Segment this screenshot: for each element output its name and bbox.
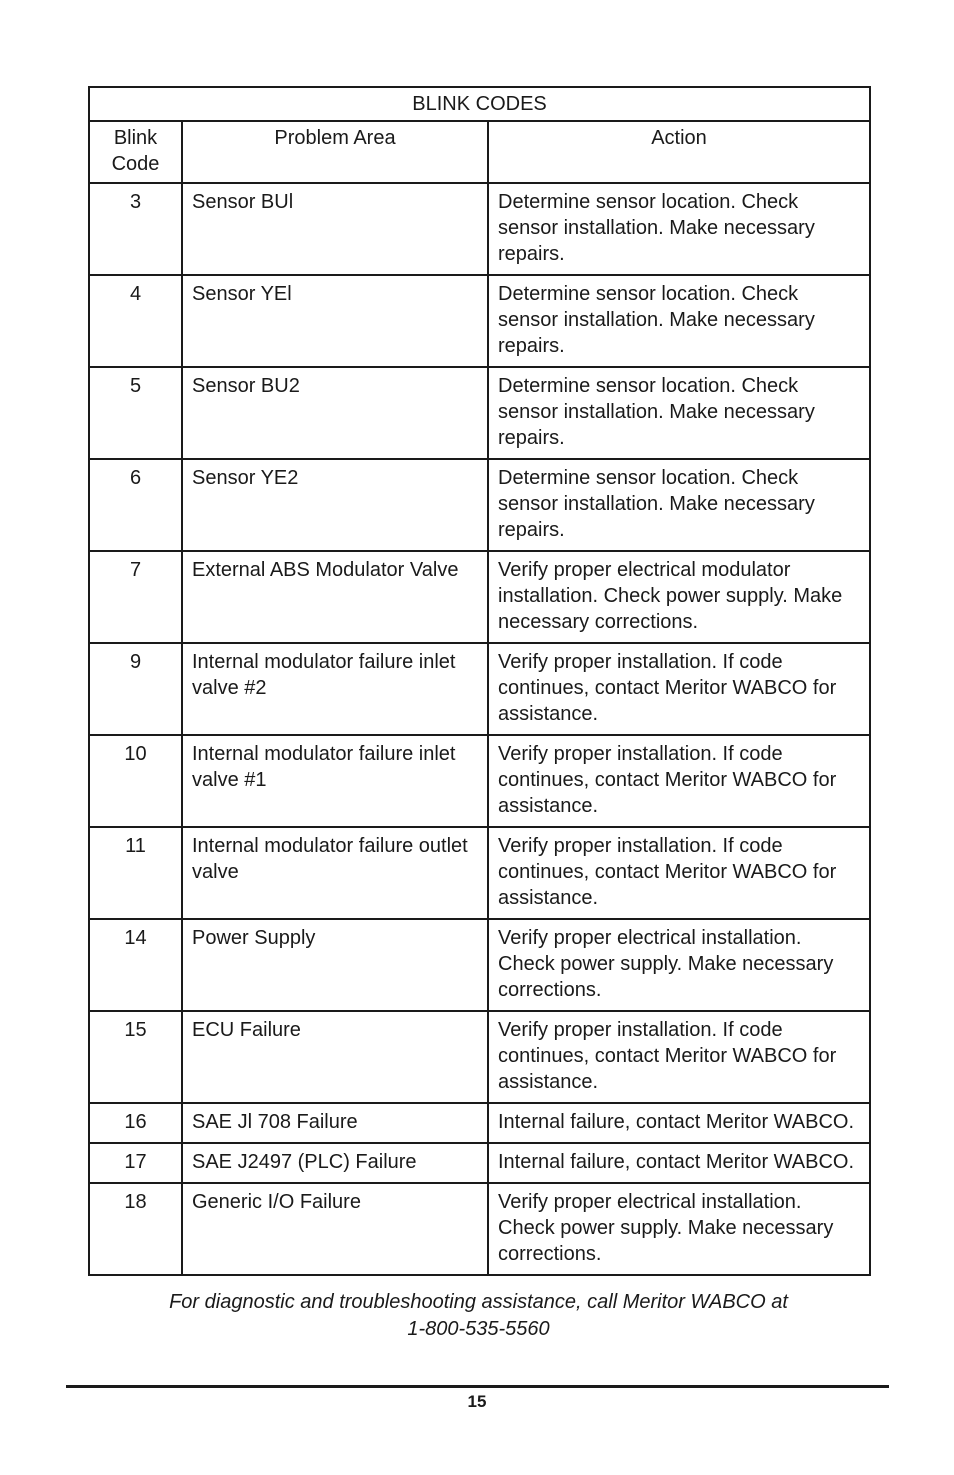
blink-code-cell: 11 bbox=[89, 827, 182, 919]
action-cell: Verify proper electrical installation. Check power supply. Make necessary corrections. bbox=[488, 1183, 870, 1275]
action-cell: Verify proper installation. If code continues, contact Meritor WABCO for assistance. bbox=[488, 735, 870, 827]
table-row bbox=[89, 919, 870, 1011]
page-number: 15 bbox=[467, 1392, 487, 1411]
action-cell: Internal failure, contact Meritor WABCO. bbox=[488, 1103, 870, 1143]
table-row bbox=[89, 1103, 870, 1143]
table-row bbox=[89, 275, 870, 367]
table-title-row bbox=[89, 87, 870, 121]
blink-code-cell: 7 bbox=[89, 551, 182, 643]
action-cell: Verify proper installation. If code continues, contact Meritor WABCO for assistance. bbox=[488, 643, 870, 735]
problem-area-cell: Sensor YEl bbox=[182, 275, 488, 367]
table-row bbox=[89, 459, 870, 551]
action-cell: Verify proper electrical modulator installation. Check power supply. Make necessary corrections. bbox=[488, 551, 870, 643]
action-cell: Verify proper electrical installation. Check power supply. Make necessary corrections. bbox=[488, 919, 870, 1011]
blink-code-cell: 16 bbox=[89, 1103, 182, 1143]
problem-area-cell: SAE J2497 (PLC) Failure bbox=[182, 1143, 488, 1183]
header-problem-area: Problem Area bbox=[182, 121, 488, 183]
problem-area-cell: Internal modulator failure outlet valve bbox=[182, 827, 488, 919]
blink-code-cell: 10 bbox=[89, 735, 182, 827]
problem-area-cell: External ABS Modulator Valve bbox=[182, 551, 488, 643]
table-row bbox=[89, 1011, 870, 1103]
table-row bbox=[89, 735, 870, 827]
blink-codes-table bbox=[88, 86, 871, 1276]
table-row bbox=[89, 183, 870, 275]
table-row bbox=[89, 827, 870, 919]
footnote-line-1: For diagnostic and troubleshooting assistance, call Meritor WABCO at bbox=[169, 1291, 788, 1313]
header-blink-code: Blink Code bbox=[89, 121, 182, 183]
blink-code-cell: 17 bbox=[89, 1143, 182, 1183]
action-cell: Verify proper installation. If code continues, contact Meritor WABCO for assistance. bbox=[488, 827, 870, 919]
blink-code-cell: 18 bbox=[89, 1183, 182, 1275]
action-cell: Determine sensor location. Check sensor installation. Make necessary repairs. bbox=[488, 459, 870, 551]
table-row bbox=[89, 1143, 870, 1183]
problem-area-cell: Power Supply bbox=[182, 919, 488, 1011]
problem-area-cell: Internal modulator failure inlet valve #1 bbox=[182, 735, 488, 827]
table-row bbox=[89, 643, 870, 735]
footnote-phone-number: 1-800-535-5560 bbox=[407, 1318, 550, 1340]
blink-code-cell: 15 bbox=[89, 1011, 182, 1103]
problem-area-cell: Sensor YE2 bbox=[182, 459, 488, 551]
table-row bbox=[89, 1183, 870, 1275]
problem-area-cell: Generic I/O Failure bbox=[182, 1183, 488, 1275]
assistance-footnote bbox=[88, 1289, 869, 1343]
action-cell: Determine sensor location. Check sensor installation. Make necessary repairs. bbox=[488, 275, 870, 367]
blink-code-cell: 6 bbox=[89, 459, 182, 551]
problem-area-cell: Sensor BUl bbox=[182, 183, 488, 275]
action-cell: Internal failure, contact Meritor WABCO. bbox=[488, 1143, 870, 1183]
blink-code-cell: 5 bbox=[89, 367, 182, 459]
problem-area-cell: Internal modulator failure inlet valve #2 bbox=[182, 643, 488, 735]
table-header-row bbox=[89, 121, 870, 183]
table-row bbox=[89, 551, 870, 643]
blink-code-cell: 14 bbox=[89, 919, 182, 1011]
table-title: BLINK CODES bbox=[89, 87, 870, 121]
problem-area-cell: SAE Jl 708 Failure bbox=[182, 1103, 488, 1143]
action-cell: Verify proper installation. If code continues, contact Meritor WABCO for assistance. bbox=[488, 1011, 870, 1103]
problem-area-cell: Sensor BU2 bbox=[182, 367, 488, 459]
blink-code-cell: 4 bbox=[89, 275, 182, 367]
footer-rule bbox=[66, 1385, 889, 1388]
table-row bbox=[89, 367, 870, 459]
blink-code-cell: 9 bbox=[89, 643, 182, 735]
action-cell: Determine sensor location. Check sensor installation. Make necessary repairs. bbox=[488, 183, 870, 275]
action-cell: Determine sensor location. Check sensor installation. Make necessary repairs. bbox=[488, 367, 870, 459]
header-action: Action bbox=[488, 121, 870, 183]
blink-code-cell: 3 bbox=[89, 183, 182, 275]
problem-area-cell: ECU Failure bbox=[182, 1011, 488, 1103]
